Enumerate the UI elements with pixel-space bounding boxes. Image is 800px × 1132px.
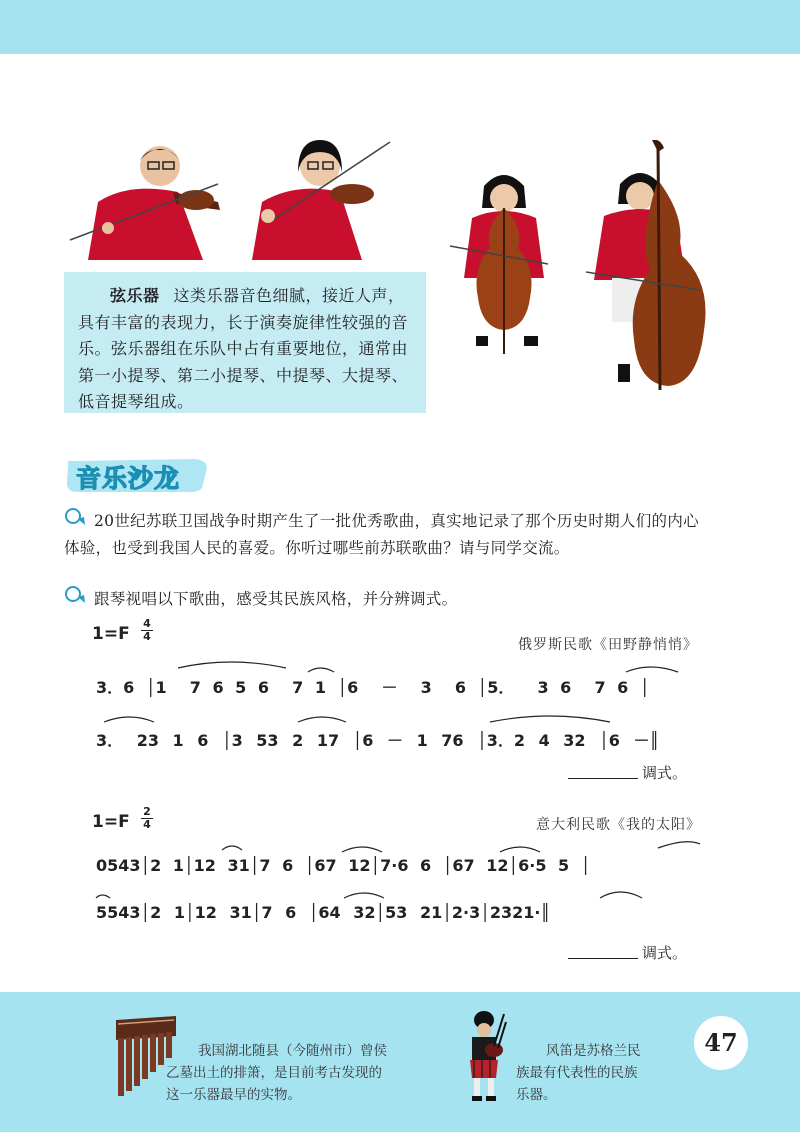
bagpipe-caption [516,1040,666,1106]
section-title-text: 音乐沙龙 [76,464,181,493]
song1-key-signature: 1=F [92,624,130,644]
french-horn-icon [64,506,86,526]
song1-time-signature [141,618,153,643]
violinist-boy-photo [68,132,228,260]
panpipe-caption-line-2: 乙墓出土的排箫，是目前考古发现的 [166,1065,382,1081]
song2-time-bottom: 4 [143,818,151,831]
page-number: 47 [694,1016,748,1070]
song1-source: 俄罗斯民歌《田野静悄悄》 [518,637,698,653]
double-bass-player-photo [580,140,740,396]
song2-time-signature [141,806,153,831]
strings-term: 弦乐器 [110,286,160,305]
bagpipe-caption-line-3: 乐器。 [516,1087,557,1103]
panpipe-caption-line-3: 这一乐器最早的实物。 [166,1087,301,1103]
section-title-music-salon [64,458,214,494]
song1-staff-line-2: 3． 23 1 6 │3 53 2 17 │6 － 1 76 │3．2 4 32 │6 －║ [96,731,660,750]
bagpipe-caption-line-1: 风笛是苏格兰民 [546,1043,641,1059]
salon-paragraph-2: 跟琴视唱以下歌曲，感受其民族风格，并分辨调式。 [94,590,458,608]
bagpipe-caption-line-2: 族最有代表性的民族 [516,1065,638,1081]
song2-staff-line-1: 0543│2 1│12 31│7 6 │67 12│7·6 6 │67 12│6·5 5 │ [96,856,591,875]
song2-source: 意大利民歌《我的太阳》 [536,817,701,833]
song2-time-top: 2 [141,806,153,819]
song2-key-signature: 1=F [92,812,130,832]
bagpipe-player-icon [460,1010,508,1102]
song2-mode-label: 调式。 [642,944,688,962]
cellist-photo [444,168,564,358]
strings-description: 这类乐器音色细腻，接近人声，具有丰富的表现力，长于演奏旋律性较强的音乐。弦乐器组在乐队中占有重要地位，通常由第一小提琴、第二小提琴、中提琴、大提琴、低音提琴组成。 [78,286,409,411]
french-horn-icon [64,584,86,604]
song1-staff-line-1: 3．6 │1 7 6 5 6 7 1 │6 － 3 6 │5． 3 6 7 6 │ [96,678,650,697]
violinist-girl-photo [240,132,400,260]
top-decorative-band [0,0,800,54]
panpipe-caption [166,1040,406,1106]
song1-time-top: 4 [141,618,153,631]
song1-time-bottom: 4 [143,630,151,643]
salon-paragraph-1-line-2: 体验，也受到我国人民的喜爱。你听过哪些前苏联歌曲？请与同学交流。 [64,539,570,557]
song1-mode-blank [568,778,638,779]
song2-slurs [90,838,790,948]
salon-paragraph-1-line-1: 20世纪苏联卫国战争时期产生了一批优秀歌曲，真实地记录了那个历史时期人们的内心 [94,512,699,530]
panpipe-caption-line-1: 我国湖北随县（今随州市）曾侯 [198,1043,387,1059]
strings-info-text [78,283,412,416]
song1-mode-label: 调式。 [642,764,688,782]
song2-staff-line-2: 5543│2 1│12 31│7 6 │64 32│53 21│2·3│2321·║ [96,903,551,922]
song2-mode-blank [568,958,638,959]
